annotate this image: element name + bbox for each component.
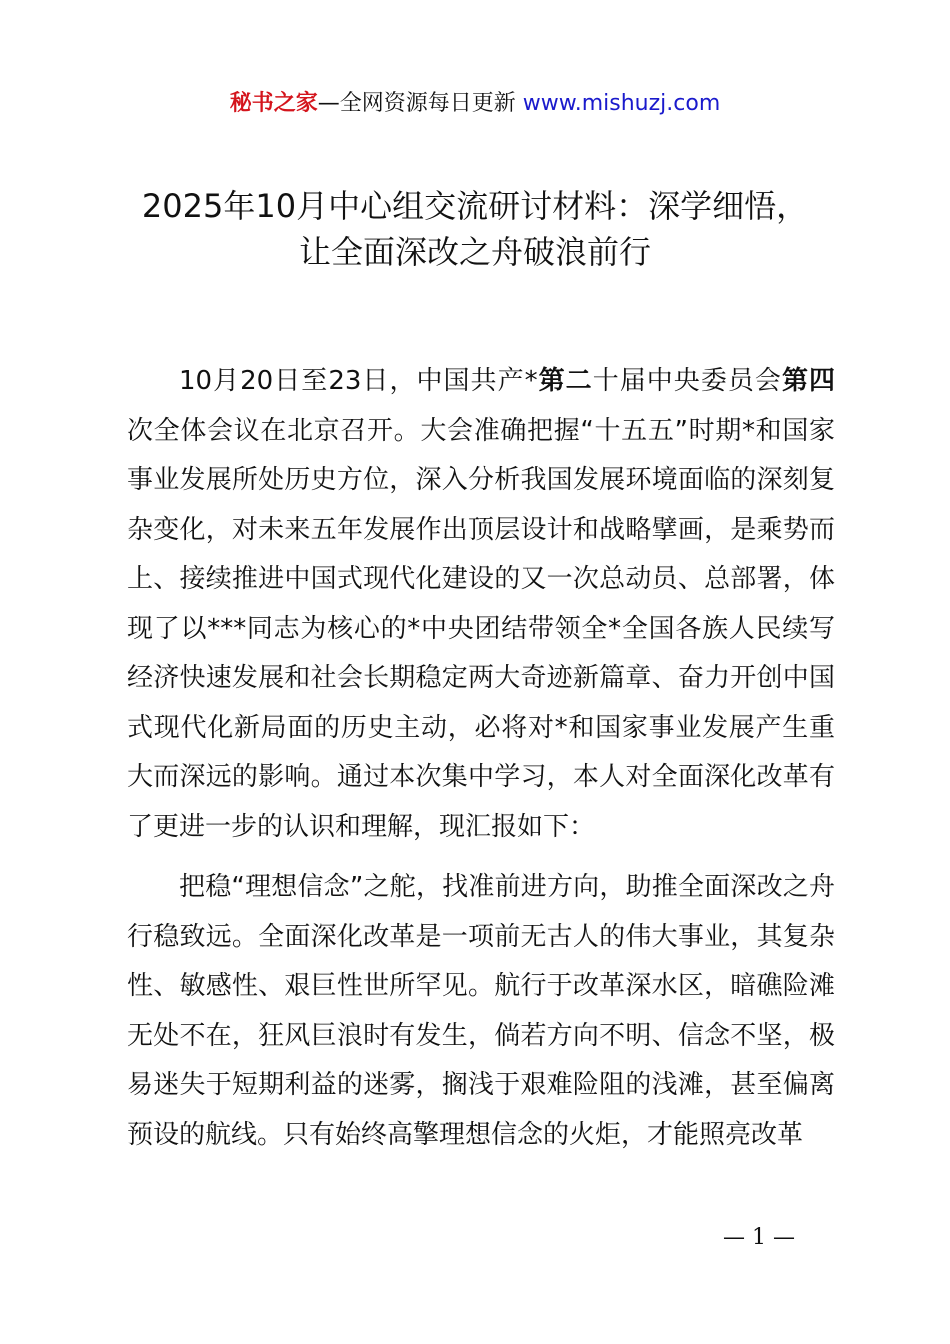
brand-name: 秘书之家 — [229, 91, 318, 116]
paragraph-1-part-3: 次全体会议在北京召开。大会准确把握“十五五”时期*和国家事业发展所处历史方位，深入分析我国发展环境面临的深刻复杂变化，对未来五年发展作出顶层设计和战略擘画，是乘势而上、接续推进中国式现代化建设的又一次总动员、总部署，体现了以***同志为核心的*中央团结带领全*全国各族人民续写经济快速发展和社会长期稳定两大奇迹新篇章、奋力开创中国式现代化新局面的历史主动，必将对*和国家事业发展产生重大而深远的影响。通过本次集中学习，本人对全面深化改革有了更进一步的认识和理解，现汇报如下： — [127, 415, 835, 842]
title-line-1: 2025年10月中心组交流研讨材料：深学细悟， — [141, 187, 809, 225]
header-tagline: —全网资源每日更新 — [317, 91, 523, 116]
paragraph-1-part-1: 10月20日至23日，中国共产* — [179, 366, 538, 396]
title-line-2: 让全面深改之舟破浪前行 — [298, 233, 651, 271]
site-url-link[interactable]: www.mishuzj.com — [522, 91, 721, 116]
site-header — [0, 88, 950, 120]
paragraph-2: 把稳“理想信念”之舵，找准前进方向，助推全面深改之舟行稳致远。全面深化改革是一项前无古人的伟大事业，其复杂性、敏感性、艰巨性世所罕见。航行于改革深水区，暗礁险滩无处不在，狂风巨浪时有发生，倘若方向不明、信念不坚，极易迷失于短期利益的迷雾，搁浅于艰难险阻的浅滩，甚至偏离预设的航线。只有始终高擎理想信念的火炬，才能照亮改革 — [127, 872, 835, 1150]
paragraph-1 — [127, 357, 835, 852]
page-number: — 1 — — [723, 1225, 795, 1250]
paragraph-1-bold-2: 第四 — [781, 366, 835, 396]
document-title — [0, 183, 950, 275]
document-body — [127, 357, 835, 1160]
paragraph-1-part-2: 十届中央委员会 — [592, 366, 782, 396]
paragraph-1-bold-1: 第二 — [537, 366, 593, 396]
